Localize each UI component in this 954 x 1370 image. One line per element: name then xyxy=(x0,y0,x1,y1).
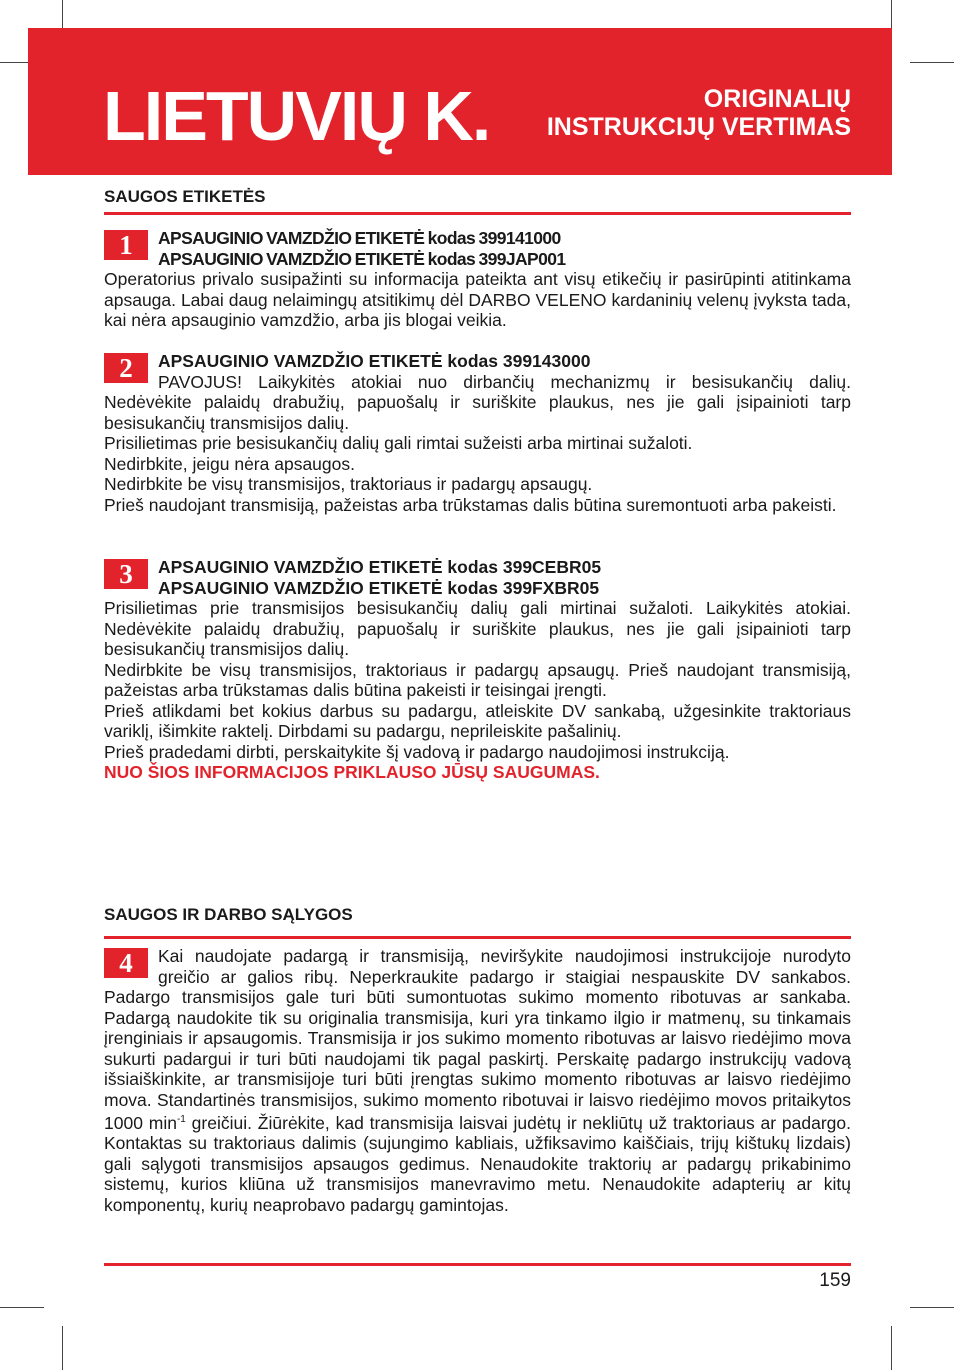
paragraph-text: greičiui. Žiūrėkite, kad transmisija laisvai judėtų ir nekliūtų už traktoriaus ar padargo. Kontaktas su traktoriaus dalimis (sujungimo kabliais, užfiksavimo kaiščiais, trijų kištukų lizdais) gali sąlygoti transmisijos apsaugos gedimus. Nenaudokite traktorių ar padargų prikabinimo sistemų, kurios kliūna už transmisijos manevravimo metu. Nenaudokite adapterių ar kitų komponentų, kurių neaprobavo padargų gamintojas. xyxy=(104,1112,851,1215)
crop-mark xyxy=(910,1307,954,1308)
item-paragraph: Prisilietimas prie transmisijos besisukančių dalių gali mirtinai sužaloti. Laikykitės atokiai. Nedėvėkite palaidų drabužių, papuošalų ir suriškite plaukus, nes jie gali įsipainioti tarp besisukančių transmisijos dalių. xyxy=(104,598,851,659)
paragraph-text: Kai naudojate padargą ir transmisiją, neviršykite naudojimosi instrukcijoje nurodyto greičio ar galios ribų. Neperkraukite padargo ir staigiai nespauskite DV sankabos. Padargo transmisijos gale turi būti sumontuotas sukimo momento ribotuvas ar sankaba. Padargą naudokite tik su originalia transmisija, kuri yra tinkamo ilgio ir matmenų, su tinkamais įrenginiais ir apsaugomis. Transmisija ir jos sukimo momento ribotuvas ar laisvo riedėjimo mova sukurti padargui ir turi būti naudojami tik pagal paskirtį. Perskaitę padargo instrukcijų vadovą išsiaiškinkite, ar transmisijoje turi būti įrengtas sukimo momento ribotuvas ar laisvo riedėjimo mova. Standartinės transmisijos, sukimo momento ribotuvai ir laisvo riedėjimo movos pritaikytos 1000 min xyxy=(104,946,851,1133)
item-heading: APSAUGINIO VAMZDŽIO ETIKETĖ kodas 399141000 xyxy=(158,228,561,248)
crop-mark xyxy=(891,1326,892,1370)
item-heading: APSAUGINIO VAMZDŽIO ETIKETĖ kodas 399FXBR05 xyxy=(158,577,600,598)
item-paragraph xyxy=(104,946,851,1215)
item-heading: APSAUGINIO VAMZDŽIO ETIKETĖ kodas 399CEBR05 xyxy=(158,557,602,577)
condition-item-4 xyxy=(104,946,851,1215)
item-paragraph: Nedirbkite be visų transmisijos, traktoriaus ir padargų apsaugų. xyxy=(104,474,593,494)
item-number-badge: 4 xyxy=(104,948,148,978)
language-title: LIETUVIŲ K. xyxy=(103,77,490,155)
crop-mark xyxy=(0,1307,44,1308)
footer-divider xyxy=(104,1263,851,1266)
crop-mark xyxy=(62,1326,63,1370)
section-title-safety-labels: SAUGOS ETIKETĖS xyxy=(104,187,266,206)
header-subtitle-line1: ORIGINALIŲ xyxy=(703,85,851,113)
section-divider xyxy=(104,212,851,215)
item-number-badge: 2 xyxy=(104,353,148,383)
header-banner xyxy=(28,28,892,175)
header-subtitle-line2: INSTRUKCIJŲ VERTIMAS xyxy=(546,113,851,141)
section-title-safety-conditions: SAUGOS IR DARBO SĄLYGOS xyxy=(104,905,353,924)
item-paragraph: Prieš naudojant transmisiją, pažeistas arba trūkstamas dalis būtina suremontuoti arba pakeisti. xyxy=(104,494,837,515)
item-paragraph: Prisilietimas prie besisukančių dalių gali rimtai sužeisti arba mirtinai sužaloti. xyxy=(104,433,693,453)
page-number: 159 xyxy=(819,1270,851,1291)
item-paragraph: PAVOJUS! Laikykitės atokiai nuo dirbančių mechanizmų ir besisukančių dalių. Nedėvėkite palaidų drabužių, papuošalų ir suriškite plaukus, nes jie gali įsipainioti tarp besisukančių transmisijos dalių. xyxy=(104,371,851,433)
item-number-badge: 3 xyxy=(104,559,148,589)
label-item-1 xyxy=(104,228,851,331)
item-paragraph: Prieš pradedami dirbti, perskaitykite šį vadovą ir padargo naudojimosi instrukciją. xyxy=(104,741,730,762)
item-paragraph: Nedirbkite, jeigu nėra apsaugos. xyxy=(104,453,355,474)
item-heading: APSAUGINIO VAMZDŽIO ETIKETĖ kodas 399143000 xyxy=(158,351,591,371)
item-paragraph: Nedirbkite be visų transmisijos, traktoriaus ir padargų apsaugų. Prieš naudojant transmisiją, pažeistas arba trūkstamas dalis būtina pakeisti ir teisingai įrengti. xyxy=(104,659,851,700)
header-subtitle xyxy=(547,85,851,141)
item-paragraph: Operatorius privalo susipažinti su informacija pateikta ant visų etikečių ir pasirūpinti atitinkama apsauga. Labai daug nelaimingų atsitikimų dėl DARBO VELENO kardaninių velenų įvyksta tada, kai nėra apsauginio vamzdžio, arba jis blogai veikia. xyxy=(104,269,851,330)
crop-mark xyxy=(910,62,954,63)
unit-exponent: -1 xyxy=(176,1114,186,1125)
item-paragraph: Prieš atlikdami bet kokius darbus su padargu, atleiskite DV sankabą, užgesinkite traktoriaus variklį, išimkite raktelį. Dirbdami su padargu, neprileiskite pašalinių. xyxy=(104,700,851,741)
label-item-3 xyxy=(104,557,851,783)
label-item-2 xyxy=(104,351,851,515)
item-heading: APSAUGINIO VAMZDŽIO ETIKETĖ kodas 399JAP001 xyxy=(158,248,566,269)
safety-warning: NUO ŠIOS INFORMACIJOS PRIKLAUSO JŪSŲ SAUGUMAS. xyxy=(104,762,600,782)
item-number-badge: 1 xyxy=(104,230,148,260)
section-divider xyxy=(104,936,851,939)
